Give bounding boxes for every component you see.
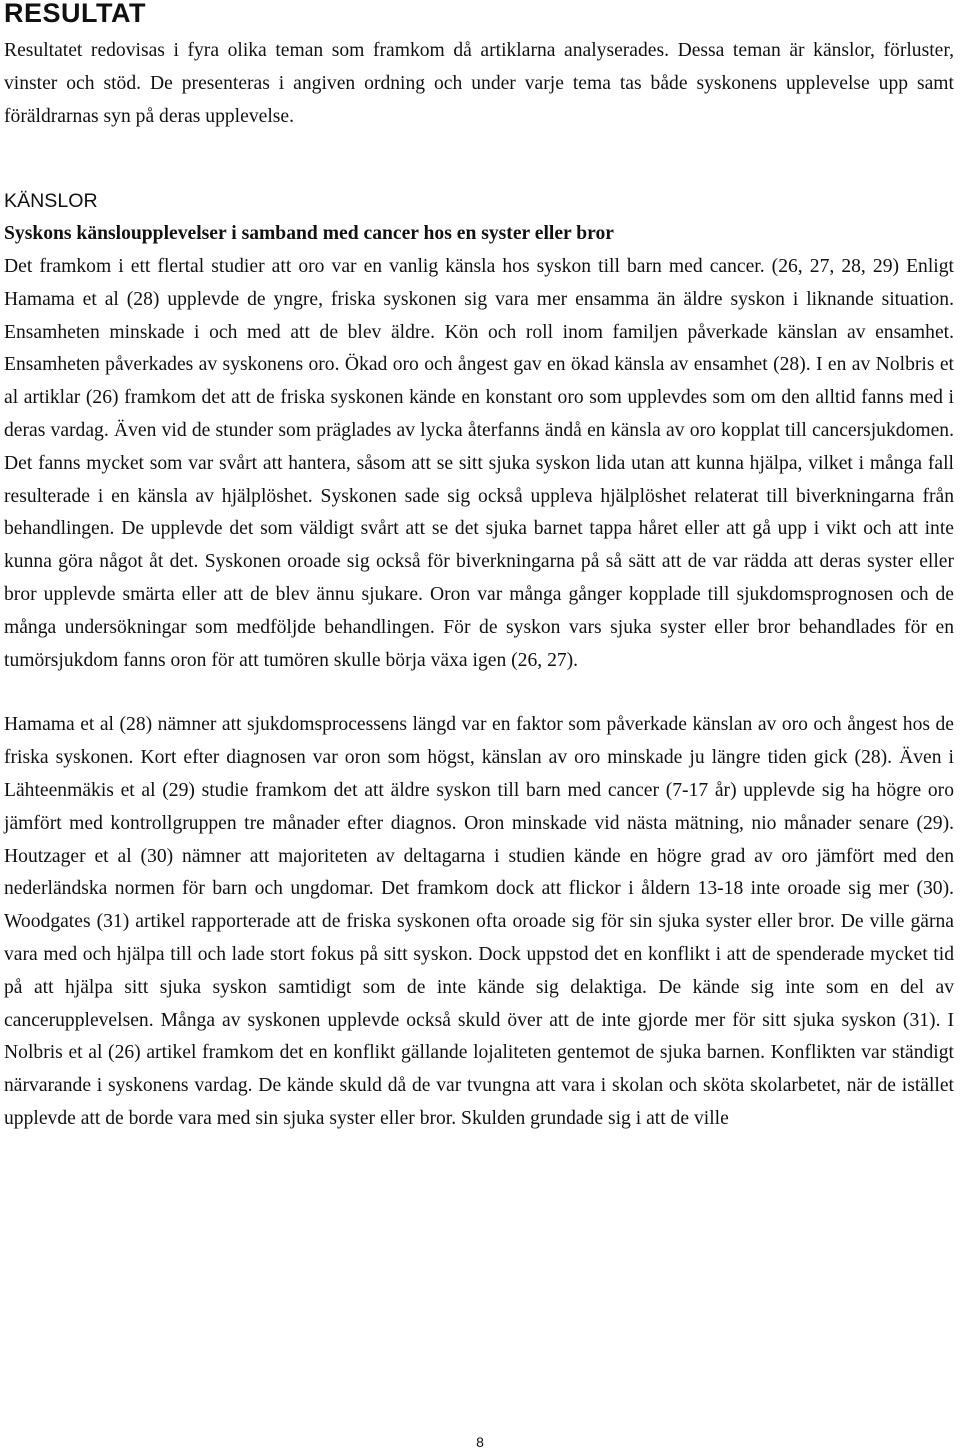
page-title: RESULTAT: [4, 0, 146, 28]
intro-paragraph: Resultatet redovisas i fyra olika teman som framkom då artiklarna analyserades. Dessa teman är känslor, förluster, vinster och stöd. De presenteras i angiven ordning och under varje tema tas både syskonens upplevelse upp samt föräldrarnas syn på deras upplevelse.: [4, 40, 954, 127]
body-paragraph-2: Hamama et al (28) nämner att sjukdomsprocessens längd var en faktor som påverkade känslan av oro och ångest hos de friska syskonen. Kort efter diagnosen var oron som högst, känslan av oro minskade ju längre tiden gick (28). Även i Lähteenmäkis et al (29) studie framkom det att äldre syskon till barn med cancer (7-17 år) upplevde sig ha högre oro jämfört med kontrollgruppen tre månader efter diagnos. Oron minskade vid nästa mätning, nio månader senare (29). Houtzager et al (30) nämner att majoriteten av deltagarna i studien kände en högre grad av oro jämfört med den nederländska normen för barn och ungdomar. Det framkom dock att flickor i åldern 13-18 inte oroade sig mer (30). Woodgates (31) artikel rapporterade att de friska syskonen ofta oroade sig för sin sjuka syster eller bror. De ville gärna vara med och hjälpa till och lade stort fokus på sitt syskon. Dock uppstod det en konflikt i att de spenderade mycket tid på att hjälpa sitt sjuka syskon samtidigt som de inte kände sig delaktiga. De kände sig inte som en del av cancerupplevelsen. Många av syskonen upplevde också skuld över att de inte gjorde mer för sitt sjuka syskon (31). I Nolbris et al (26) artikel framkom det en konflikt gällande lojaliteten gentemot de sjuka barnen. Konflikten var ständigt närvarande i syskonens vardag. De kände skuld då de var tvungna att vara i skolan och sköta skolarbetet, när de istället upplevde att de borde vara med sin sjuka syster eller bror. Skulden grundade sig i att de ville: [4, 714, 954, 1129]
page-number: 8: [476, 1434, 484, 1450]
document-page: [4, 0, 954, 1136]
body-paragraph-1: Det framkom i ett flertal studier att oro var en vanlig känsla hos syskon till barn med cancer. (26, 27, 28, 29) Enligt Hamama et al (28) upplevde de yngre, friska syskonen sig vara mer ensamma än äldre syskon i liknande situation. Ensamheten minskade i och med att de blev äldre. Kön och roll inom familjen påverkade känslan av ensamhet. Ensamheten påverkades av syskonens oro. Ökad oro och ångest gav en ökad känsla av ensamhet (28). I en av Nolbris et al artiklar (26) framkom det att de friska syskonen kände en konstant oro som upplevdes som om den alltid fanns med i deras vardag. Även vid de stunder som präglades av lycka återfanns ändå en känsla av oro kopplat till cancersjukdomen. Det fanns mycket som var svårt att hantera, såsom att se sitt sjuka syskon lida utan att kunna hjälpa, vilket i många fall resulterade i en känsla av hjälplöshet. Syskonen sade sig också uppleva hjälplöshet relaterat till biverkningarna från behandlingen. De upplevde det som väldigt svårt att se det sjuka barnet tappa håret eller att gå upp i vikt och att inte kunna göra något åt det. Syskonen oroade sig också för biverkningarna på så sätt att de var rädda att deras syster eller bror upplevde smärta eller att de blev ännu sjukare. Oron var många gånger kopplade till sjukdomsprognosen och de många undersökningar som medföljde behandlingen. För de syskon vars sjuka syster eller bror behandlades för en tumörsjukdom fanns oron för att tumören skulle börja växa igen (26, 27).: [4, 255, 954, 671]
section-heading: KÄNSLOR: [4, 190, 98, 213]
subheading: Syskons känsloupplevelser i samband med cancer hos en syster eller bror: [4, 223, 615, 245]
